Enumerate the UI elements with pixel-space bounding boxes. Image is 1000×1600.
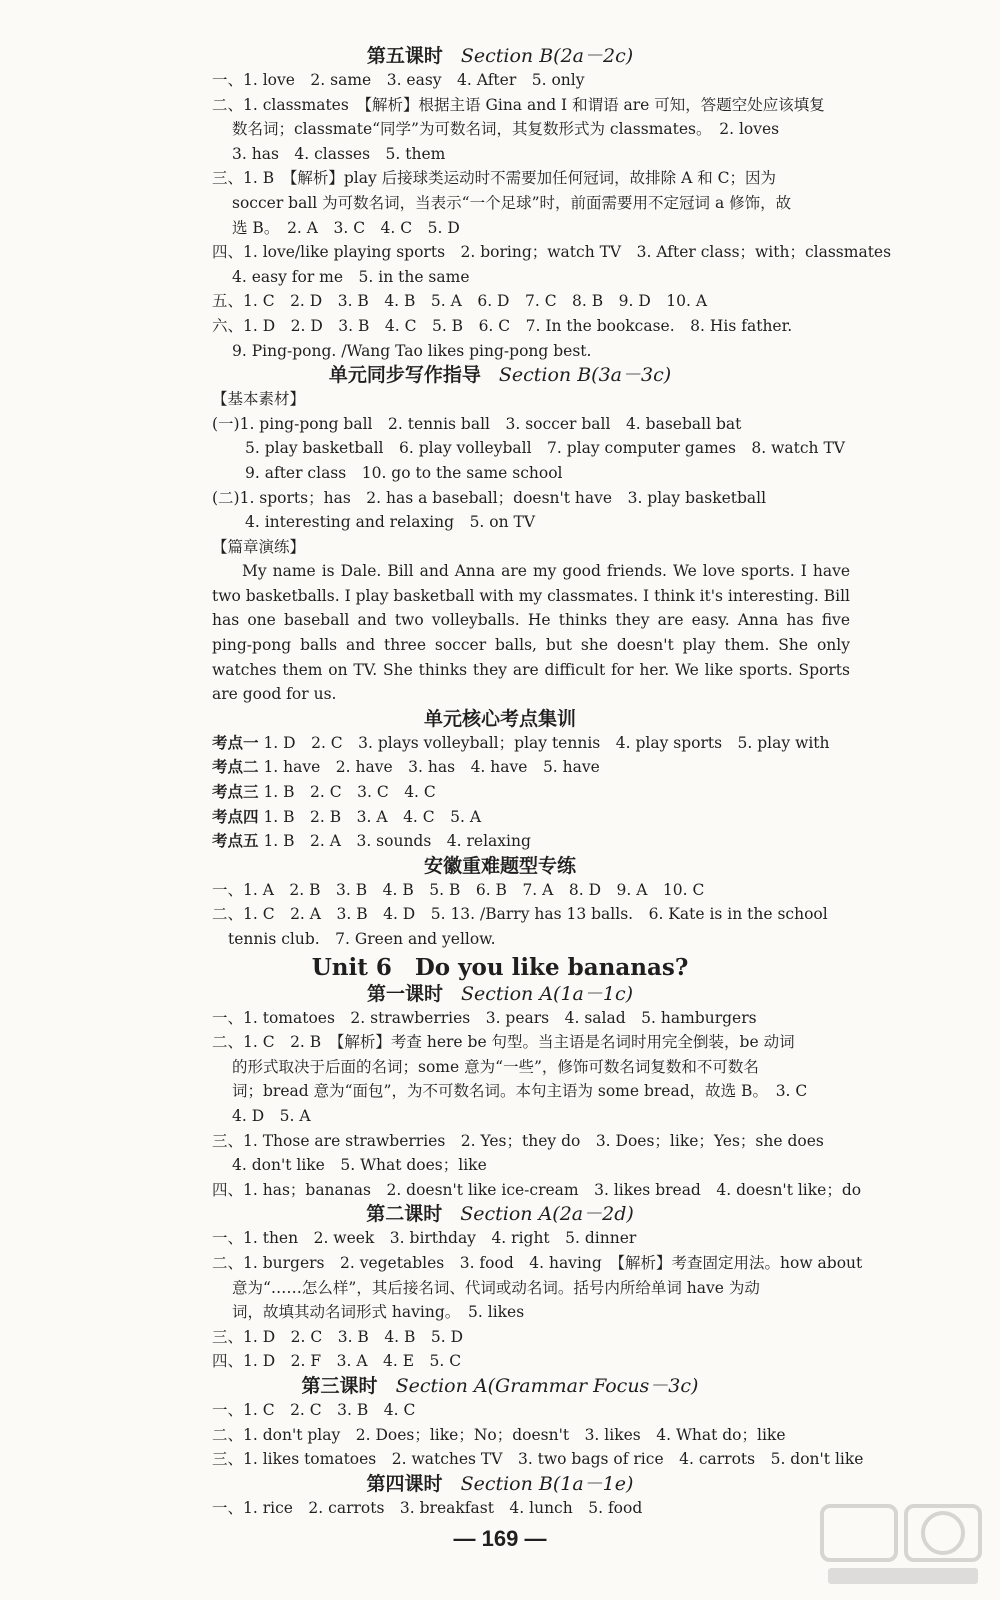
answer-line: 三、1. D 2. C 3. B 4. B 5. D <box>212 1327 464 1346</box>
answer-line: 词，故填其动名词形式 having。 5. likes <box>232 1303 525 1322</box>
heading-anhui-practice: 安徽重难题型专练 <box>423 854 576 877</box>
answer-line: 一、1. tomatoes 2. strawberries 3. pears 4. salad 5. hamburgers <box>212 1008 757 1027</box>
answer-line: (一)1. ping-pong ball 2. tennis ball 3. soccer ball 4. baseball bat <box>212 414 742 433</box>
answer-line: 二、1. burgers 2. vegetables 3. food 4. having 【解析】考查固定用法。how about <box>212 1253 863 1272</box>
answer-line: 考点二 1. have 2. have 3. has 4. have 5. have <box>212 757 600 777</box>
answer-line: 二、1. C 2. A 3. B 4. D 5. 13. /Barry has 13 balls. 6. Kate is in the school <box>212 905 828 924</box>
answer-line: 一、1. C 2. C 3. B 4. C <box>212 1400 416 1419</box>
unit-title: Unit 6 Do you like bananas? <box>311 953 689 981</box>
answer-line: tennis club. 7. Green and yellow. <box>228 930 496 948</box>
answer-line: 三、1. Those are strawberries 2. Yes；they do 3. Does；like；Yes；she does <box>212 1131 824 1150</box>
heading-core-points: 单元核心考点集训 <box>423 707 576 730</box>
heading-lesson5: 第五课时 Section B(2a－2c) <box>366 45 634 67</box>
answer-line: 一、1. love 2. same 3. easy 4. After 5. only <box>212 71 585 89</box>
answer-line: 四、1. has；bananas 2. doesn't like ice-cream 3. likes bread 4. doesn't like；do <box>212 1180 862 1199</box>
heading-lesson3: 第三课时 Section A(Grammar Focus－3c) <box>301 1374 699 1397</box>
page-number: — 169 — <box>453 1526 547 1551</box>
answer-line: 一、1. rice 2. carrots 3. breakfast 4. lunch 5. food <box>212 1498 643 1517</box>
answer-line: 四、1. love/like playing sports 2. boring；watch TV 3. After class；with；classmates <box>212 243 892 262</box>
answer-line: 9. after class 10. go to the same school <box>245 463 563 482</box>
answer-page <box>0 44 1000 1520</box>
answer-line: 3. has 4. classes 5. them <box>232 144 446 163</box>
heading-writing: 单元同步写作指导 Section B(3a－3c) <box>328 364 672 387</box>
answer-line: 考点五 1. B 2. A 3. sounds 4. relaxing <box>212 831 531 851</box>
answer-line: (二)1. sports；has 2. has a baseball；doesn't have 3. play basketball <box>212 488 767 507</box>
heading-lesson1: 第一课时 Section A(1a－1c) <box>366 982 634 1005</box>
heading-lesson4: 第四课时 Section B(1a－1e) <box>366 1472 634 1495</box>
answer-line: 考点四 1. B 2. B 3. A 4. C 5. A <box>212 806 482 826</box>
answer-line: 五、1. C 2. D 3. B 4. B 5. A 6. D 7. C 8. B 9. D 10. A <box>212 292 708 311</box>
answer-line: 的形式取决于后面的名词；some 意为“一些”，修饰可数名词复数和不可数名 <box>232 1057 759 1076</box>
answer-line: 4. D 5. A <box>232 1106 311 1125</box>
watermark-stamp-icon <box>818 1500 988 1590</box>
answer-line: 四、1. D 2. F 3. A 4. E 5. C <box>212 1352 462 1371</box>
answer-line: 考点三 1. B 2. C 3. C 4. C <box>212 782 436 802</box>
subheading-basic-material: 【基本素材】 <box>212 390 306 409</box>
answer-line: soccer ball 为可数名词，当表示“一个足球”时，前面需要用不定冠词 a 修饰，故 <box>232 193 792 212</box>
answer-line: 一、1. then 2. week 3. birthday 4. right 5. dinner <box>212 1229 637 1248</box>
answer-line: 六、1. D 2. D 3. B 4. C 5. B 6. C 7. In the bookcase. 8. His father. <box>212 316 793 335</box>
answer-line: 考点一 1. D 2. C 3. plays volleyball；play tennis 4. play sports 5. play with <box>212 732 830 752</box>
answer-line: 二、1. classmates 【解析】根据主语 Gina and I 和谓语 are 可知，答题空处应该填复 <box>212 95 825 114</box>
answer-line: 4. interesting and relaxing 5. on TV <box>245 513 536 532</box>
sample-passage: My name is Dale. Bill and Anna are my good friends. We love sports. I have two basketballs. I play basketball with my classmates. I think it's interesting. Bill has one baseball and two volleyballs. He thinks they are easy. Anna has five ping-pong balls and three soccer balls, but she doesn't play them. She only watches them on TV. She thinks they are difficult for her. We like sports. Sports are good for us. <box>212 562 850 704</box>
answer-line: 数名词；classmate“同学”为可数名词，其复数形式为 classmates。 2. loves <box>232 120 780 139</box>
answer-line: 选 B。 2. A 3. C 4. C 5. D <box>232 218 460 237</box>
answer-line: 5. play basketball 6. play volleyball 7. play computer games 8. watch TV <box>245 439 845 458</box>
answer-line: 二、1. C 2. B 【解析】考查 here be 句型。当主语是名词时用完全倒装，be 动词 <box>212 1033 795 1052</box>
answer-line: 词；bread 意为“面包”，为不可数名词。本句主语为 some bread，故选 B。 3. C <box>232 1082 808 1101</box>
answer-line: 二、1. don't play 2. Does；like；No；doesn't 3. likes 4. What do；like <box>212 1425 786 1444</box>
answer-line: 三、1. likes tomatoes 2. watches TV 3. two bags of rice 4. carrots 5. don't like <box>212 1450 864 1469</box>
subheading-passage-practice: 【篇章演练】 <box>212 537 306 556</box>
answer-line: 一、1. A 2. B 3. B 4. B 5. B 6. B 7. A 8. D 9. A 10. C <box>212 880 705 899</box>
answer-line: 4. easy for me 5. in the same <box>232 267 470 286</box>
answer-line: 意为“……怎么样”，其后接名词、代词或动名词。括号内所给单词 have 为动 <box>232 1278 760 1297</box>
heading-lesson2: 第二课时 Section A(2a－2d) <box>366 1203 634 1226</box>
answer-line: 9. Ping-pong. /Wang Tao likes ping-pong best. <box>232 341 592 360</box>
answer-line: 4. don't like 5. What does；like <box>232 1156 487 1175</box>
answer-line: 三、1. B 【解析】play 后接球类运动时不需要加任何冠词，故排除 A 和 C；因为 <box>212 169 776 188</box>
